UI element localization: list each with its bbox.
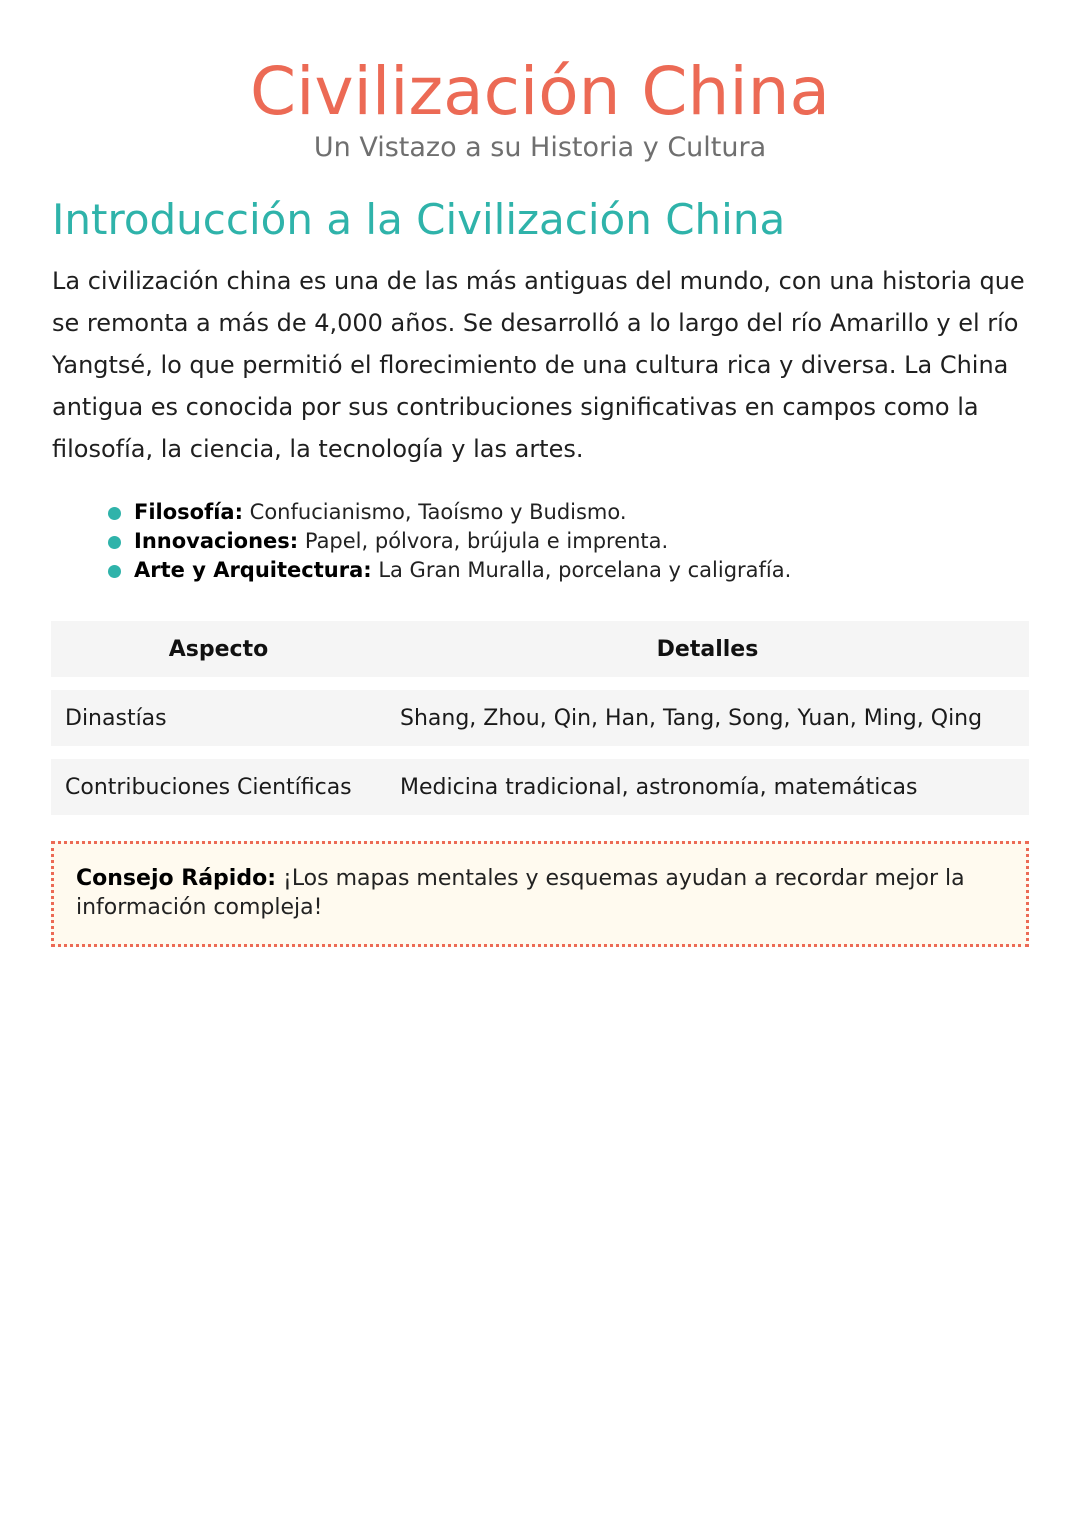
tip-text: ¡Los mapas mentales y esquemas ayudan a recordar mejor la información compleja!	[76, 866, 965, 920]
list-item	[108, 556, 1080, 585]
quick-tip-box	[51, 841, 1029, 947]
list-item	[108, 527, 1080, 556]
bullet-label: Arte y Arquitectura:	[134, 558, 372, 582]
bullet-text: Confucianismo, Taoísmo y Budismo.	[243, 500, 627, 524]
list-item	[108, 498, 1080, 527]
bullet-label: Innovaciones:	[134, 529, 299, 553]
page-subtitle: Un Vistazo a su Historia y Cultura	[313, 132, 767, 163]
table-cell-details: Shang, Zhou, Qin, Han, Tang, Song, Yuan, Ming, Qing	[400, 705, 983, 731]
table-header-row	[51, 621, 1029, 677]
bullet-text: La Gran Muralla, porcelana y caligrafía.	[371, 558, 792, 582]
bullet-text: Papel, pólvora, brújula e imprenta.	[298, 529, 669, 553]
table-header-aspecto: Aspecto	[168, 636, 269, 662]
table-cell-aspect: Dinastías	[65, 705, 167, 731]
bullet-dot-icon	[108, 565, 121, 578]
table-row	[51, 759, 1029, 815]
table-cell-aspect: Contribuciones Científicas	[65, 774, 352, 800]
tip-label: Consejo Rápido:	[76, 866, 276, 891]
info-table	[51, 621, 1029, 815]
table-cell-details: Medicina tradicional, astronomía, matemáticas	[400, 774, 918, 800]
bullet-dot-icon	[108, 507, 121, 520]
bullet-label: Filosofía:	[134, 500, 243, 524]
table-header-detalles: Detalles	[656, 636, 759, 662]
bullet-list	[108, 498, 1080, 585]
intro-paragraph: La civilización china es una de las más antiguas del mundo, con una historia que se remonta a más de 4,000 años. Se desarrolló a lo largo del río Amarillo y el río Yangtsé, lo que permitió el florecimiento de una cultura rica y diversa. La China antigua es conocida por sus contribuciones significativas en campos como la filosofía, la ciencia, la tecnología y las artes.	[52, 267, 1025, 463]
bullet-dot-icon	[108, 536, 121, 549]
table-row	[51, 690, 1029, 746]
section-heading: Introducción a la Civilización China	[52, 195, 786, 244]
page-title: Civilización China	[250, 53, 830, 130]
